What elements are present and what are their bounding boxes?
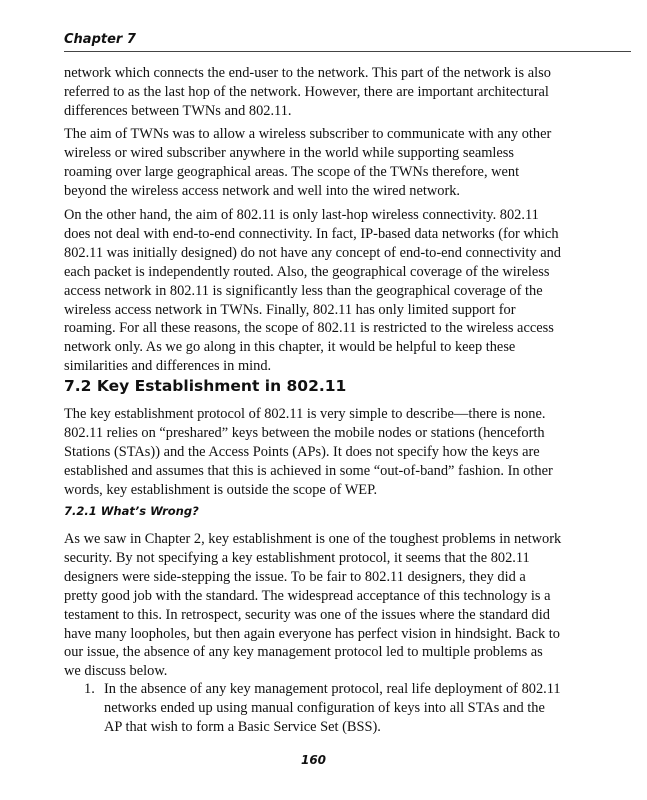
- list-item-text: In the absence of any key management protocol, real life deployment of 802.11 networks ended up using manual configuration of keys into all STAs and the AP that wish to form a Basic Service Set (BSS).: [104, 681, 561, 735]
- paragraph-1: network which connects the end-user to the network. This part of the network is also referred to as the last hop of the network. However, there are important architectural differences between TWNs and 802.11.: [64, 65, 551, 119]
- paragraph-5: As we saw in Chapter 2, key establishment is one of the toughest problems in network security. By not specifying a key establishment protocol, it seems that the 802.11 designers were side-stepping the issue. To be fair to 802.11 designers, they did a pretty good job with the standard. The widespread acceptance of this technology is a testament to this. In retrospect, security was one of the issues where the standard did have many loopholes, but then again everyone has perfect vision in hindsight. Back to our issue, the absence of any key management protocol led to multiple problems as we discuss below.: [64, 531, 562, 680]
- list-item-number: 1.: [84, 681, 95, 697]
- paragraph-2: The aim of TWNs was to allow a wireless subscriber to communicate with any other wireless or wired subscriber anywhere in the world while supporting seamless roaming over large geographical areas. The scope of the TWNs therefore, went beyond the wireless access network and well into the wired network.: [64, 126, 552, 199]
- page-number: 160: [300, 753, 327, 767]
- section-heading: 7.2 Key Establishment in 802.11: [64, 377, 347, 395]
- paragraph-4: The key establishment protocol of 802.11 is very simple to describe—there is none. 802.11 relies on “preshared” keys between the mobile nodes or stations (henceforth Stations (STAs)) and the Access Points (APs). It does not specify how the keys are established and assumes that this is achieved in some “out-of-band” fashion. In other words, key establishment is outside the scope of WEP.: [64, 406, 553, 498]
- running-header-chapter: Chapter 7: [64, 32, 136, 47]
- paragraph-3: On the other hand, the aim of 802.11 is only last-hop wireless connectivity. 802.11 does not deal with end-to-end connectivity. In fact, IP-based data networks (for which 802.11 was initially designed) do not have any concept of end-to-end connectivity and each packet is independently routed. Also, the geographical coverage of the wireless access network in 802.11 is significantly less than the geographical coverage of the wireless access network in TWNs. Finally, 802.11 has only limited support for roaming. For all these reasons, the scope of 802.11 is restricted to the wireless access network only. As we go along in this chapter, it would be helpful to keep these similarities and differences in mind.: [64, 207, 562, 375]
- subsection-heading: 7.2.1 What’s Wrong?: [64, 504, 199, 518]
- header-rule: [64, 51, 631, 52]
